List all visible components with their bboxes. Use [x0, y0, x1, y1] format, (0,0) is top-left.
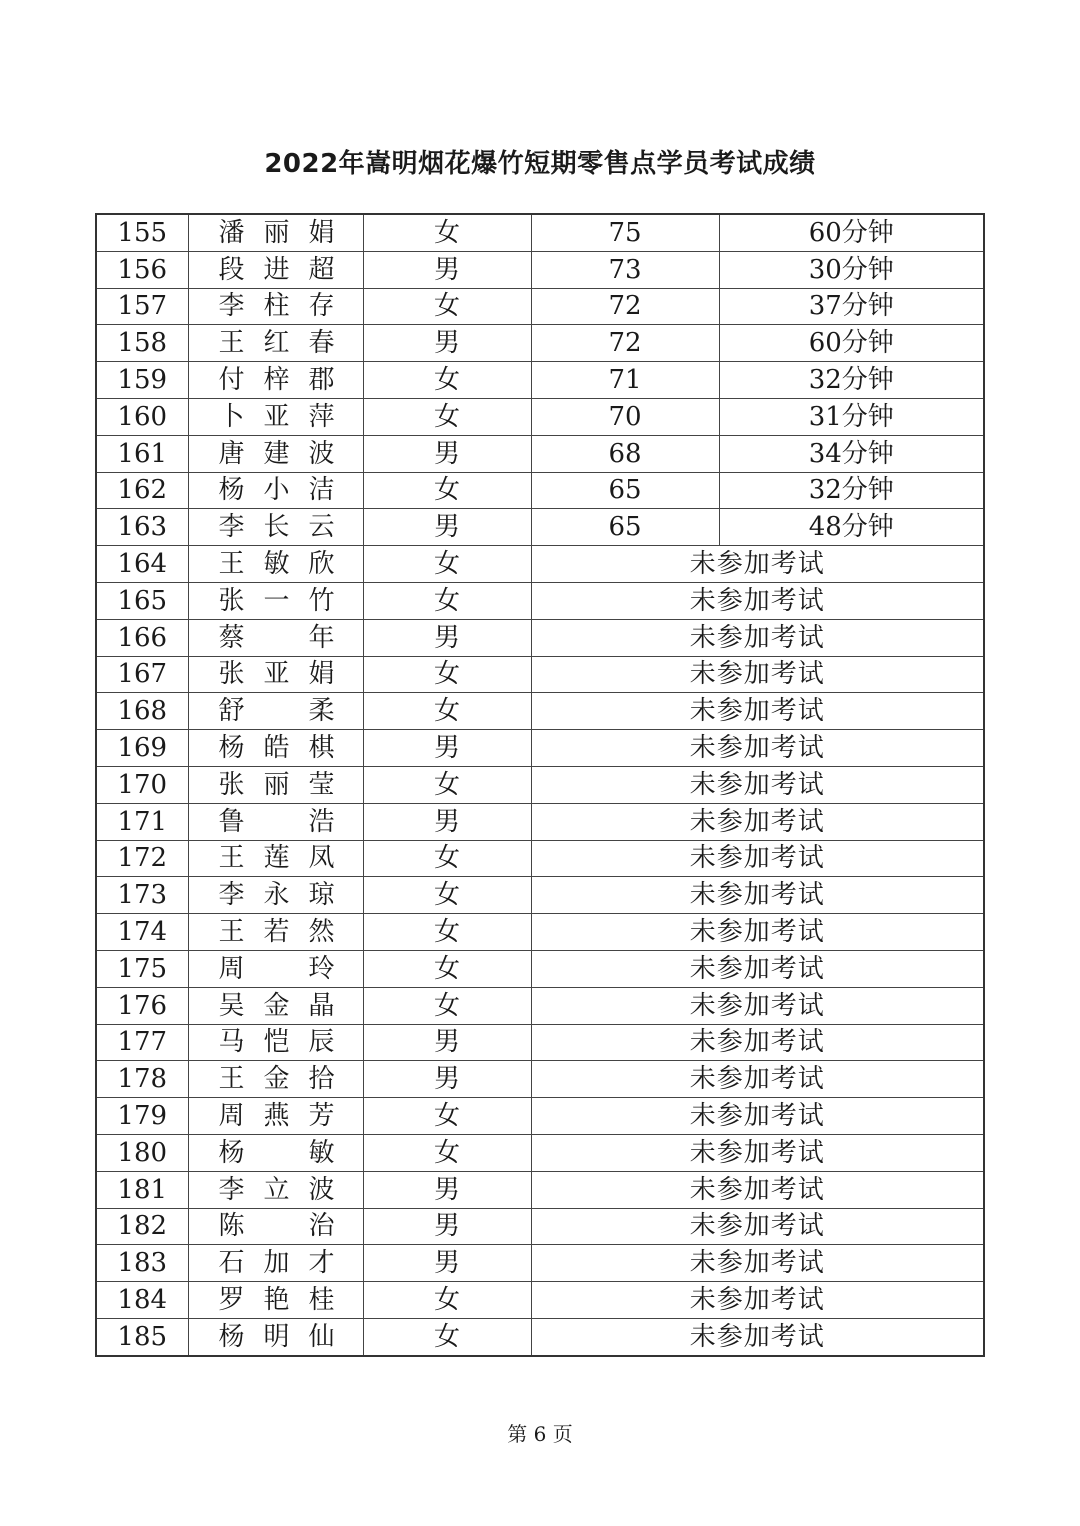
cell-name: [188, 546, 363, 583]
name-char: 进: [263, 254, 290, 285]
name-char: 鲁: [218, 806, 245, 837]
cell-duration: 34分钟: [719, 435, 984, 472]
cell-number: 176: [96, 987, 188, 1024]
name-char: 然: [308, 917, 335, 948]
table-row: [96, 1134, 984, 1171]
cell-name: [188, 1098, 363, 1135]
cell-score: 71: [531, 362, 719, 399]
table-row: [96, 1318, 984, 1355]
name-char: 杨: [218, 1321, 245, 1352]
cell-absent-status: 未参加考试: [531, 693, 984, 730]
cell-number: 185: [96, 1318, 188, 1355]
cell-number: 172: [96, 840, 188, 877]
cell-gender: 女: [363, 987, 531, 1024]
cell-gender: 女: [363, 472, 531, 509]
table-row: [96, 1245, 984, 1282]
table-row: [96, 914, 984, 951]
cell-name: [188, 1282, 363, 1319]
cell-number: 180: [96, 1134, 188, 1171]
cell-name: [188, 1024, 363, 1061]
name-char: 敏: [263, 549, 290, 580]
cell-gender: 女: [363, 950, 531, 987]
cell-gender: 女: [363, 877, 531, 914]
name-char: 舒: [218, 696, 245, 727]
table-row: [96, 1024, 984, 1061]
cell-absent-status: 未参加考试: [531, 656, 984, 693]
cell-number: 178: [96, 1061, 188, 1098]
cell-gender: 女: [363, 1134, 531, 1171]
cell-duration: 31分钟: [719, 398, 984, 435]
cell-absent-status: 未参加考试: [531, 987, 984, 1024]
name-char: 王: [218, 549, 245, 580]
cell-absent-status: 未参加考试: [531, 1134, 984, 1171]
cell-number: 156: [96, 251, 188, 288]
results-table-body: [96, 214, 984, 1356]
name-char: 建: [263, 438, 290, 469]
cell-number: 157: [96, 288, 188, 325]
name-char: 超: [308, 254, 335, 285]
table-row: [96, 840, 984, 877]
name-char: 罗: [218, 1285, 245, 1315]
name-char: 欣: [308, 549, 335, 580]
name-char: 长: [263, 512, 290, 543]
name-char: 石: [218, 1248, 245, 1279]
name-char: 存: [308, 291, 335, 322]
cell-gender: 女: [363, 214, 531, 251]
cell-gender: 女: [363, 766, 531, 803]
table-row: [96, 950, 984, 987]
cell-number: 160: [96, 398, 188, 435]
name-char: 金: [263, 1064, 290, 1095]
cell-gender: 男: [363, 1024, 531, 1061]
cell-number: 182: [96, 1208, 188, 1245]
name-char: 恺: [263, 1027, 290, 1058]
name-char: 陈: [218, 1211, 245, 1242]
table-row: [96, 1208, 984, 1245]
cell-number: 155: [96, 214, 188, 251]
cell-absent-status: 未参加考试: [531, 730, 984, 767]
name-char: 凤: [308, 843, 335, 874]
cell-score: 65: [531, 472, 719, 509]
cell-absent-status: 未参加考试: [531, 1318, 984, 1355]
cell-name: [188, 766, 363, 803]
name-char: 柔: [308, 696, 335, 727]
cell-absent-status: 未参加考试: [531, 619, 984, 656]
name-char: 拾: [308, 1064, 335, 1095]
name-char: 浩: [308, 806, 335, 837]
name-char: 王: [218, 1064, 245, 1095]
cell-name: [188, 656, 363, 693]
cell-gender: 男: [363, 730, 531, 767]
name-char: 红: [263, 328, 290, 359]
name-char: 李: [218, 1174, 245, 1205]
name-char: 王: [218, 843, 245, 874]
cell-number: 179: [96, 1098, 188, 1135]
table-row: [96, 435, 984, 472]
cell-gender: 男: [363, 1208, 531, 1245]
cell-absent-status: 未参加考试: [531, 1245, 984, 1282]
table-row: [96, 288, 984, 325]
table-row: [96, 251, 984, 288]
name-char: 李: [218, 512, 245, 543]
cell-gender: 男: [363, 1061, 531, 1098]
page-title: 2022年嵩明烟花爆竹短期零售点学员考试成绩: [264, 149, 816, 179]
cell-score: 73: [531, 251, 719, 288]
cell-duration: 60分钟: [719, 214, 984, 251]
cell-score: 65: [531, 509, 719, 546]
name-char: 棋: [308, 733, 335, 764]
cell-name: [188, 214, 363, 251]
cell-absent-status: 未参加考试: [531, 766, 984, 803]
name-char: 唐: [218, 438, 245, 469]
cell-number: 161: [96, 435, 188, 472]
table-row: [96, 1098, 984, 1135]
cell-gender: 女: [363, 582, 531, 619]
name-char: 洁: [308, 475, 335, 506]
cell-number: 177: [96, 1024, 188, 1061]
name-char: 燕: [263, 1101, 290, 1132]
name-char: 丽: [263, 769, 290, 800]
name-char: 张: [218, 585, 245, 616]
table-row: [96, 362, 984, 399]
cell-absent-status: 未参加考试: [531, 546, 984, 583]
name-char: 潘: [218, 217, 245, 248]
cell-score: 70: [531, 398, 719, 435]
table-row: [96, 472, 984, 509]
cell-gender: 男: [363, 1171, 531, 1208]
name-char: 吴: [218, 990, 245, 1021]
cell-number: 184: [96, 1282, 188, 1319]
table-row: [96, 546, 984, 583]
name-char: 娟: [308, 659, 335, 690]
name-char: 张: [218, 769, 245, 800]
cell-duration: 48分钟: [719, 509, 984, 546]
name-char: 卜: [218, 401, 245, 432]
name-char: 段: [218, 254, 245, 285]
name-char: 敏: [308, 1137, 335, 1168]
name-char: 张: [218, 659, 245, 690]
cell-absent-status: 未参加考试: [531, 840, 984, 877]
name-char: 才: [308, 1248, 335, 1279]
table-row: [96, 582, 984, 619]
cell-gender: 女: [363, 398, 531, 435]
cell-gender: 女: [363, 288, 531, 325]
cell-gender: 女: [363, 656, 531, 693]
cell-gender: 男: [363, 803, 531, 840]
table-row: [96, 693, 984, 730]
cell-name: [188, 803, 363, 840]
name-char: 皓: [263, 733, 290, 764]
cell-gender: 女: [363, 693, 531, 730]
name-char: 玲: [308, 953, 335, 984]
name-char: 波: [308, 438, 335, 469]
name-char: 蔡: [218, 622, 245, 653]
cell-number: 183: [96, 1245, 188, 1282]
table-row: [96, 325, 984, 362]
cell-name: [188, 1061, 363, 1098]
name-char: 莹: [308, 769, 335, 800]
name-char: 立: [263, 1174, 290, 1205]
name-char: 金: [263, 990, 290, 1021]
name-char: 琼: [308, 880, 335, 911]
name-char: 杨: [218, 475, 245, 506]
name-char: 辰: [308, 1027, 335, 1058]
name-char: 杨: [218, 733, 245, 764]
table-row: [96, 656, 984, 693]
cell-number: 159: [96, 362, 188, 399]
cell-absent-status: 未参加考试: [531, 1098, 984, 1135]
name-char: 晶: [308, 990, 335, 1021]
cell-name: [188, 325, 363, 362]
cell-number: 168: [96, 693, 188, 730]
cell-absent-status: 未参加考试: [531, 1061, 984, 1098]
cell-duration: 60分钟: [719, 325, 984, 362]
cell-absent-status: 未参加考试: [531, 1171, 984, 1208]
cell-name: [188, 509, 363, 546]
cell-name: [188, 840, 363, 877]
name-char: 一: [263, 585, 290, 616]
name-char: 梓: [263, 365, 290, 396]
cell-number: 171: [96, 803, 188, 840]
cell-duration: 37分钟: [719, 288, 984, 325]
cell-name: [188, 1318, 363, 1355]
cell-name: [188, 693, 363, 730]
page-number: 第 6 页: [507, 1422, 573, 1446]
table-row: [96, 398, 984, 435]
cell-number: 165: [96, 582, 188, 619]
cell-gender: 女: [363, 546, 531, 583]
cell-name: [188, 730, 363, 767]
name-char: 丽: [263, 217, 290, 248]
cell-score: 68: [531, 435, 719, 472]
cell-score: 72: [531, 288, 719, 325]
cell-number: 162: [96, 472, 188, 509]
cell-gender: 女: [363, 362, 531, 399]
cell-number: 167: [96, 656, 188, 693]
cell-absent-status: 未参加考试: [531, 1282, 984, 1319]
cell-name: [188, 987, 363, 1024]
name-char: 年: [308, 622, 335, 653]
cell-gender: 男: [363, 435, 531, 472]
cell-absent-status: 未参加考试: [531, 803, 984, 840]
name-char: 春: [308, 328, 335, 359]
cell-number: 175: [96, 950, 188, 987]
name-char: 李: [218, 291, 245, 322]
cell-number: 170: [96, 766, 188, 803]
cell-duration: 32分钟: [719, 362, 984, 399]
cell-absent-status: 未参加考试: [531, 582, 984, 619]
cell-name: [188, 914, 363, 951]
cell-name: [188, 398, 363, 435]
cell-gender: 男: [363, 509, 531, 546]
table-row: [96, 877, 984, 914]
cell-name: [188, 1171, 363, 1208]
cell-absent-status: 未参加考试: [531, 1208, 984, 1245]
name-char: 加: [263, 1248, 290, 1279]
cell-absent-status: 未参加考试: [531, 950, 984, 987]
name-char: 李: [218, 880, 245, 911]
cell-number: 163: [96, 509, 188, 546]
cell-name: [188, 1208, 363, 1245]
name-char: 柱: [263, 291, 290, 322]
cell-gender: 女: [363, 1318, 531, 1355]
name-char: 竹: [308, 585, 335, 616]
cell-score: 75: [531, 214, 719, 251]
table-row: [96, 987, 984, 1024]
name-char: 云: [308, 512, 335, 543]
cell-absent-status: 未参加考试: [531, 1024, 984, 1061]
name-char: 艳: [263, 1285, 290, 1315]
table-row: [96, 509, 984, 546]
name-char: 桂: [308, 1285, 335, 1315]
cell-name: [188, 950, 363, 987]
name-char: 治: [308, 1211, 335, 1242]
cell-gender: 男: [363, 1245, 531, 1282]
name-char: 王: [218, 917, 245, 948]
cell-number: 169: [96, 730, 188, 767]
cell-name: [188, 619, 363, 656]
cell-number: 166: [96, 619, 188, 656]
cell-gender: 男: [363, 325, 531, 362]
cell-number: 174: [96, 914, 188, 951]
name-char: 郡: [308, 365, 335, 396]
cell-score: 72: [531, 325, 719, 362]
cell-name: [188, 288, 363, 325]
name-char: 永: [263, 880, 290, 911]
cell-number: 164: [96, 546, 188, 583]
results-table-container: [95, 213, 983, 1357]
table-row: [96, 766, 984, 803]
cell-gender: 女: [363, 840, 531, 877]
cell-gender: 女: [363, 914, 531, 951]
cell-name: [188, 877, 363, 914]
table-row: [96, 214, 984, 251]
name-char: 亚: [263, 401, 290, 432]
name-char: 周: [218, 953, 245, 984]
table-row: [96, 730, 984, 767]
cell-absent-status: 未参加考试: [531, 914, 984, 951]
results-table: [95, 213, 985, 1357]
cell-name: [188, 1134, 363, 1171]
cell-gender: 女: [363, 1282, 531, 1319]
name-char: 王: [218, 328, 245, 359]
table-row: [96, 1171, 984, 1208]
cell-name: [188, 362, 363, 399]
cell-name: [188, 251, 363, 288]
cell-duration: 32分钟: [719, 472, 984, 509]
name-char: 仙: [308, 1321, 335, 1352]
table-row: [96, 1061, 984, 1098]
name-char: 杨: [218, 1137, 245, 1168]
name-char: 芳: [308, 1101, 335, 1132]
name-char: 亚: [263, 659, 290, 690]
name-char: 周: [218, 1101, 245, 1132]
cell-name: [188, 435, 363, 472]
cell-number: 173: [96, 877, 188, 914]
name-char: 付: [218, 365, 245, 396]
cell-gender: 女: [363, 1098, 531, 1135]
cell-number: 158: [96, 325, 188, 362]
table-row: [96, 619, 984, 656]
name-char: 波: [308, 1174, 335, 1205]
cell-gender: 男: [363, 251, 531, 288]
table-row: [96, 1282, 984, 1319]
name-char: 萍: [308, 401, 335, 432]
cell-gender: 男: [363, 619, 531, 656]
name-char: 莲: [263, 843, 290, 874]
name-char: 若: [263, 917, 290, 948]
name-char: 娟: [308, 217, 335, 248]
cell-number: 181: [96, 1171, 188, 1208]
cell-absent-status: 未参加考试: [531, 877, 984, 914]
name-char: 小: [263, 475, 290, 506]
name-char: 明: [263, 1321, 290, 1352]
name-char: 马: [218, 1027, 245, 1058]
cell-name: [188, 472, 363, 509]
cell-name: [188, 1245, 363, 1282]
cell-duration: 30分钟: [719, 251, 984, 288]
cell-name: [188, 582, 363, 619]
table-row: [96, 803, 984, 840]
